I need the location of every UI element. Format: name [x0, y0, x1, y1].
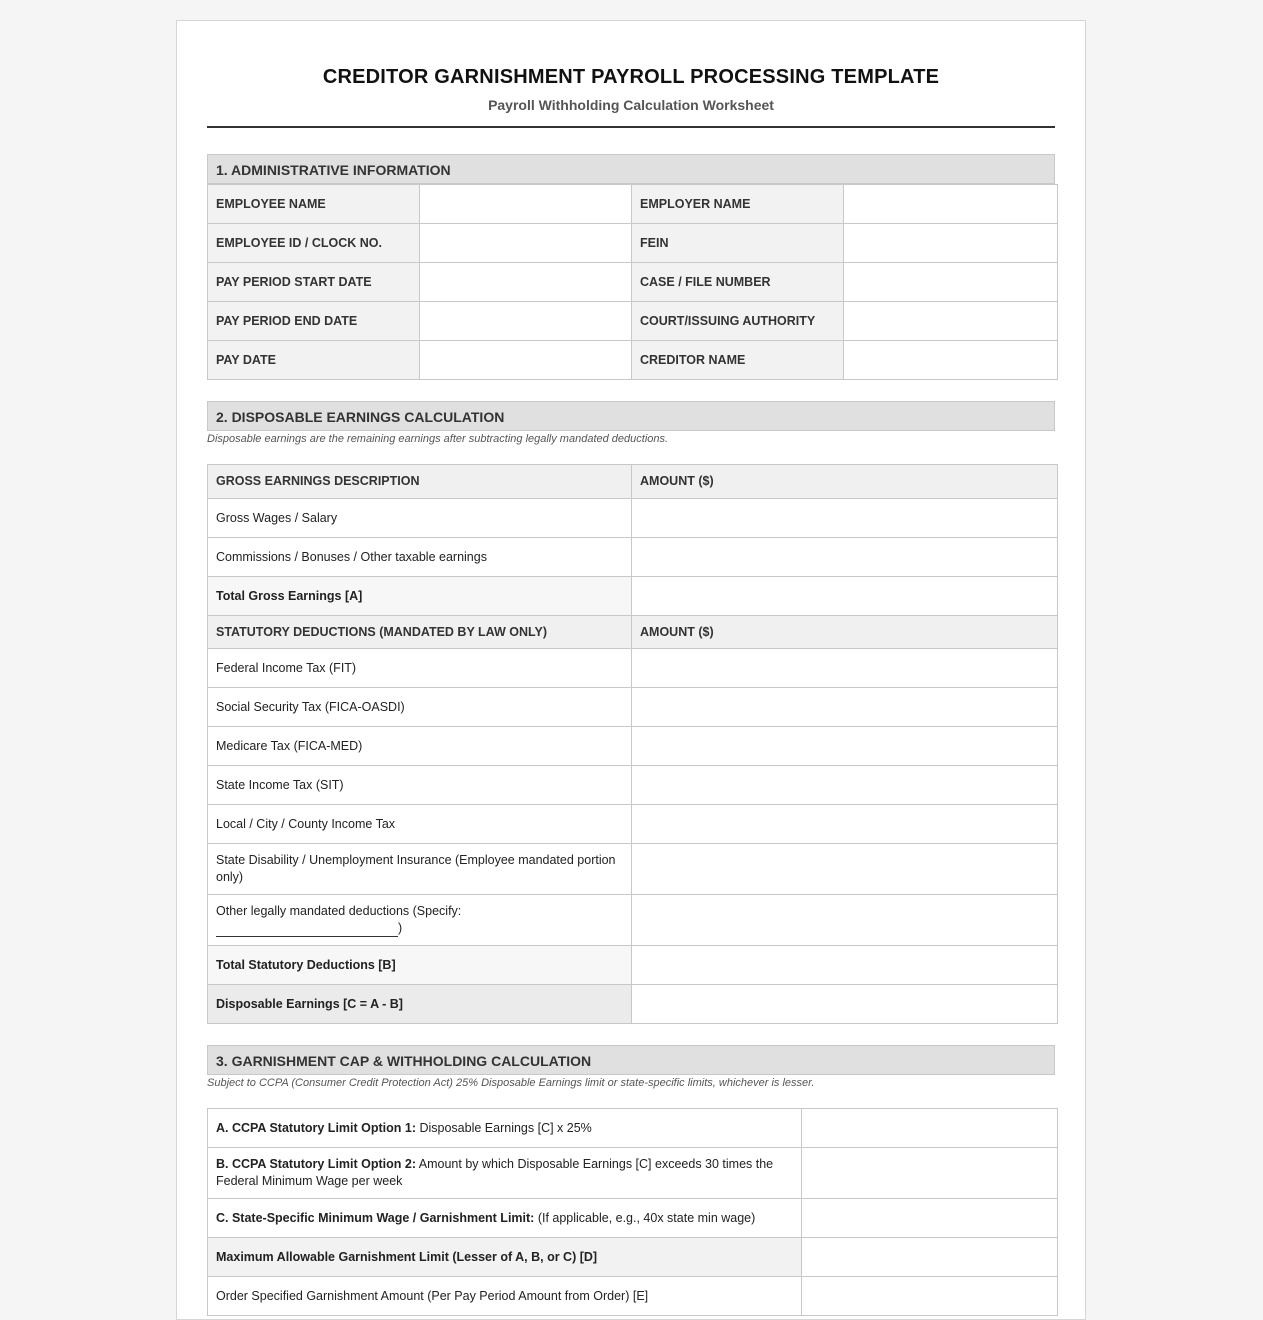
table-header-row	[208, 465, 1058, 499]
table-row	[208, 1109, 1058, 1148]
row-label-bold: C. State-Specific Minimum Wage / Garnishment Limit:	[216, 1210, 535, 1225]
field-label-pay-date: PAY DATE	[208, 341, 420, 380]
total-gross-label: Total Gross Earnings [A]	[208, 577, 632, 616]
section-heading: 2. DISPOSABLE EARNINGS CALCULATION	[207, 401, 1055, 431]
row-label: Local / City / County Income Tax	[208, 805, 632, 844]
section-disposable-earnings	[207, 401, 1055, 1024]
disposable-earnings-amount[interactable]	[632, 985, 1058, 1024]
total-deductions-amount[interactable]	[632, 946, 1058, 985]
table-row	[208, 224, 1058, 263]
row-label: Other legally mandated deductions (Specify:	[216, 904, 462, 918]
max-limit-amount[interactable]	[802, 1238, 1058, 1277]
title-divider	[207, 126, 1055, 128]
commissions-amount[interactable]	[632, 538, 1058, 577]
field-label-court-authority: COURT/ISSUING AUTHORITY	[632, 302, 844, 341]
max-limit-label: Maximum Allowable Garnishment Limit (Lesser of A, B, or C) [D]	[208, 1238, 802, 1277]
garnishment-table	[207, 1108, 1058, 1316]
specify-blank-line	[216, 924, 398, 937]
disposable-earnings-label: Disposable Earnings [C = A - B]	[208, 985, 632, 1024]
gross-earnings-header: GROSS EARNINGS DESCRIPTION	[208, 465, 632, 499]
row-label: Medicare Tax (FICA-MED)	[208, 727, 632, 766]
section-heading: 3. GARNISHMENT CAP & WITHHOLDING CALCULATION	[207, 1045, 1055, 1075]
gross-wages-amount[interactable]	[632, 499, 1058, 538]
other-deductions-label	[208, 895, 632, 946]
row-label: State Disability / Unemployment Insurance (Employee mandated portion only)	[208, 844, 632, 895]
table-row	[208, 727, 1058, 766]
case-number-field[interactable]	[844, 263, 1058, 302]
row-label: Social Security Tax (FICA-OASDI)	[208, 688, 632, 727]
row-label-bold: B. CCPA Statutory Limit Option 2:	[216, 1157, 416, 1171]
field-label-employer-name: EMPLOYER NAME	[632, 185, 844, 224]
field-label-employee-id: EMPLOYEE ID / CLOCK NO.	[208, 224, 420, 263]
table-row	[208, 1199, 1058, 1238]
section-administrative	[207, 154, 1055, 380]
total-gross-amount[interactable]	[632, 577, 1058, 616]
sdi-amount[interactable]	[632, 844, 1058, 895]
section-note: Disposable earnings are the remaining earnings after subtracting legally mandated deductions.	[207, 433, 669, 445]
table-row	[208, 946, 1058, 985]
table-row	[208, 302, 1058, 341]
employer-name-field[interactable]	[844, 185, 1058, 224]
fit-amount[interactable]	[632, 649, 1058, 688]
fein-field[interactable]	[844, 224, 1058, 263]
limit-option-b	[208, 1148, 802, 1199]
section-garnishment-cap	[207, 1045, 1055, 1316]
row-label: Gross Wages / Salary	[208, 499, 632, 538]
table-row	[208, 766, 1058, 805]
creditor-name-field[interactable]	[844, 341, 1058, 380]
amount-header: AMOUNT ($)	[632, 465, 1058, 499]
table-row	[208, 985, 1058, 1024]
pay-date-field[interactable]	[420, 341, 632, 380]
limit-option-a	[208, 1109, 802, 1148]
deductions-header: STATUTORY DEDUCTIONS (MANDATED BY LAW ONLY)	[208, 616, 632, 649]
table-row	[208, 805, 1058, 844]
order-amount-label: Order Specified Garnishment Amount (Per Pay Period Amount from Order) [E]	[208, 1277, 802, 1316]
table-row	[208, 895, 1058, 946]
employee-name-field[interactable]	[420, 185, 632, 224]
total-deductions-label: Total Statutory Deductions [B]	[208, 946, 632, 985]
row-label-bold: A. CCPA Statutory Limit Option 1:	[216, 1120, 416, 1135]
table-row	[208, 1277, 1058, 1316]
table-row	[208, 499, 1058, 538]
limit-option-a-amount[interactable]	[802, 1109, 1058, 1148]
document-subtitle: Payroll Withholding Calculation Worksheet	[488, 97, 774, 113]
field-label-case-number: CASE / FILE NUMBER	[632, 263, 844, 302]
row-label: State Income Tax (SIT)	[208, 766, 632, 805]
medicare-amount[interactable]	[632, 727, 1058, 766]
table-row	[208, 341, 1058, 380]
row-label: Federal Income Tax (FIT)	[208, 649, 632, 688]
table-row	[208, 649, 1058, 688]
court-authority-field[interactable]	[844, 302, 1058, 341]
row-label-text: Disposable Earnings [C] x 25%	[416, 1120, 592, 1135]
row-label-text: (If applicable, e.g., 40x state min wage)	[534, 1210, 756, 1225]
field-label-fein: FEIN	[632, 224, 844, 263]
limit-option-c	[208, 1199, 802, 1238]
limit-option-b-amount[interactable]	[802, 1148, 1058, 1199]
row-label-text: Amount by which Disposable Earnings [C] exceeds 30 times the Federal Minimum Wage per week	[216, 1157, 774, 1188]
table-row	[208, 263, 1058, 302]
employee-id-field[interactable]	[420, 224, 632, 263]
field-label-employee-name: EMPLOYEE NAME	[208, 185, 420, 224]
limit-option-c-amount[interactable]	[802, 1199, 1058, 1238]
field-label-pay-period-start: PAY PERIOD START DATE	[208, 263, 420, 302]
table-row	[208, 688, 1058, 727]
table-row	[208, 1148, 1058, 1199]
table-row	[208, 844, 1058, 895]
document-page	[176, 20, 1086, 1320]
local-tax-amount[interactable]	[632, 805, 1058, 844]
other-deductions-amount[interactable]	[632, 895, 1058, 946]
table-row	[208, 577, 1058, 616]
order-amount-field[interactable]	[802, 1277, 1058, 1316]
closing-paren: )	[398, 921, 403, 935]
earnings-table	[207, 464, 1058, 1024]
pay-period-start-field[interactable]	[420, 263, 632, 302]
admin-info-table	[207, 184, 1058, 380]
table-row	[208, 1238, 1058, 1277]
amount-header: AMOUNT ($)	[632, 616, 1058, 649]
sit-amount[interactable]	[632, 766, 1058, 805]
document-title: CREDITOR GARNISHMENT PAYROLL PROCESSING TEMPLATE	[322, 66, 940, 88]
field-label-pay-period-end: PAY PERIOD END DATE	[208, 302, 420, 341]
table-row	[208, 538, 1058, 577]
section-note: Subject to CCPA (Consumer Credit Protection Act) 25% Disposable Earnings limit or state-specific limits, whichever is lesser.	[207, 1077, 815, 1089]
table-header-row	[208, 616, 1058, 649]
field-label-creditor-name: CREDITOR NAME	[632, 341, 844, 380]
row-label: Commissions / Bonuses / Other taxable earnings	[208, 538, 632, 577]
pay-period-end-field[interactable]	[420, 302, 632, 341]
section-heading: 1. ADMINISTRATIVE INFORMATION	[207, 154, 1055, 184]
table-row	[208, 185, 1058, 224]
oasdi-amount[interactable]	[632, 688, 1058, 727]
